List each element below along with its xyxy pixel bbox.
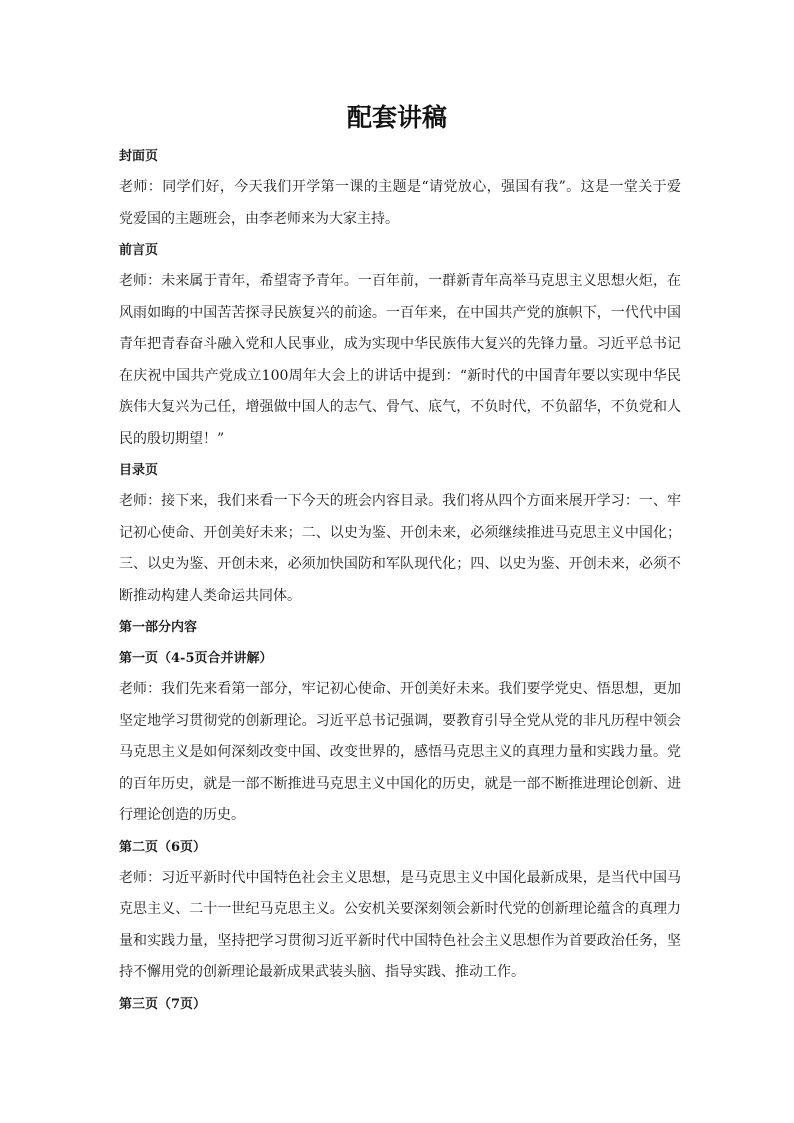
paragraph-line: 党爱国的主题班会，由李老师来为大家主持。 (119, 210, 399, 227)
paragraph-line: 行理论创造的历史。 (119, 807, 245, 823)
paragraph-line: 青年把青春奋斗融入党和人民事业，成为实现中华民族伟大复兴的先锋力量。习近平总书记 (119, 336, 681, 352)
paragraph-line: 记初心使命、开创美好未来；二、以史为鉴、开创未来，必须继续推进马克思主义中国化； (119, 524, 681, 541)
section-heading: 第二页（6页） (119, 839, 207, 855)
section-heading: 前言页 (119, 243, 159, 258)
section-paragraph (119, 863, 681, 989)
paragraph-line: 老师：习近平新时代中国特色社会主义思想，是马克思主义中国化最新成果，是当代中国马 (119, 869, 681, 886)
section-heading: 封面页 (119, 149, 159, 164)
document-title: 配套讲稿 (346, 103, 447, 132)
paragraph-line: 坚定地学习贯彻党的创新理论。习近平总书记强调，要教育引导全党从党的非凡历程中领会 (119, 712, 681, 729)
paragraph-line: 三、以史为鉴、开创未来，必须加快国防和军队现代化；四、以史为鉴、开创未来，必须不 (119, 556, 681, 572)
paragraph-line: 克思主义、二十一世纪马克思主义。公安机关要深刻领会新时代党的创新理论蕴含的真理力 (119, 901, 681, 917)
paragraph-line: 在庆祝中国共产党成立100周年大会上的讲话中提到：“新时代的中国青年要以实现中华民 (119, 367, 681, 384)
section-heading: 第三页（7页） (119, 996, 207, 1012)
document-body (119, 141, 681, 1020)
paragraph-line: 量和实践力量，坚持把学习贯彻习近平新时代中国特色社会主义思想作为首要政治任务，坚 (119, 932, 681, 949)
section-heading: 第一页（4-5页合并讲解） (119, 651, 273, 666)
section-paragraph (119, 486, 681, 612)
paragraph-line: 持不懈用党的创新理论最新成果武装头脑、指导实践、推动工作。 (119, 964, 525, 980)
paragraph-line: 老师：同学们好，今天我们开学第一课的主题是“请党放心，强国有我”。这是一堂关于爱 (119, 179, 681, 195)
paragraph-line: 风雨如晦的中国苦苦探寻民族复兴的前途。一百年来，在中国共产党的旗帜下，一代代中国 (119, 304, 681, 321)
section-paragraph (119, 266, 681, 455)
section-heading: 目录页 (119, 463, 159, 478)
paragraph-line: 民的殷切期望！” (119, 430, 225, 447)
paragraph-line: 族伟大复兴为己任，增强做中国人的志气、骨气、底气，不负时代，不负韶华，不负党和人 (119, 399, 681, 415)
paragraph-line: 老师：我们先来看第一部分，牢记初心使命、开创美好未来。我们要学党史、悟思想，更加 (119, 681, 681, 697)
paragraph-line: 断推动构建人类命运共同体。 (119, 587, 301, 604)
paragraph-line: 的百年历史，就是一部不断推进马克思主义中国化的历史，就是一部不断推进理论创新、进 (119, 775, 681, 792)
paragraph-line: 老师：接下来，我们来看一下今天的班会内容目录。我们将从四个方面来展开学习：一、牢 (119, 493, 681, 509)
paragraph-line: 老师：未来属于青年，希望寄予青年。一百年前，一群新青年高举马克思主义思想火炬，在 (119, 273, 681, 289)
section-paragraph (119, 172, 681, 235)
section-heading: 第一部分内容 (119, 620, 198, 635)
section-paragraph (119, 674, 681, 832)
paragraph-line: 马克思主义是如何深刻改变中国、改变世界的，感悟马克思主义的真理力量和实践力量。党 (119, 744, 681, 760)
